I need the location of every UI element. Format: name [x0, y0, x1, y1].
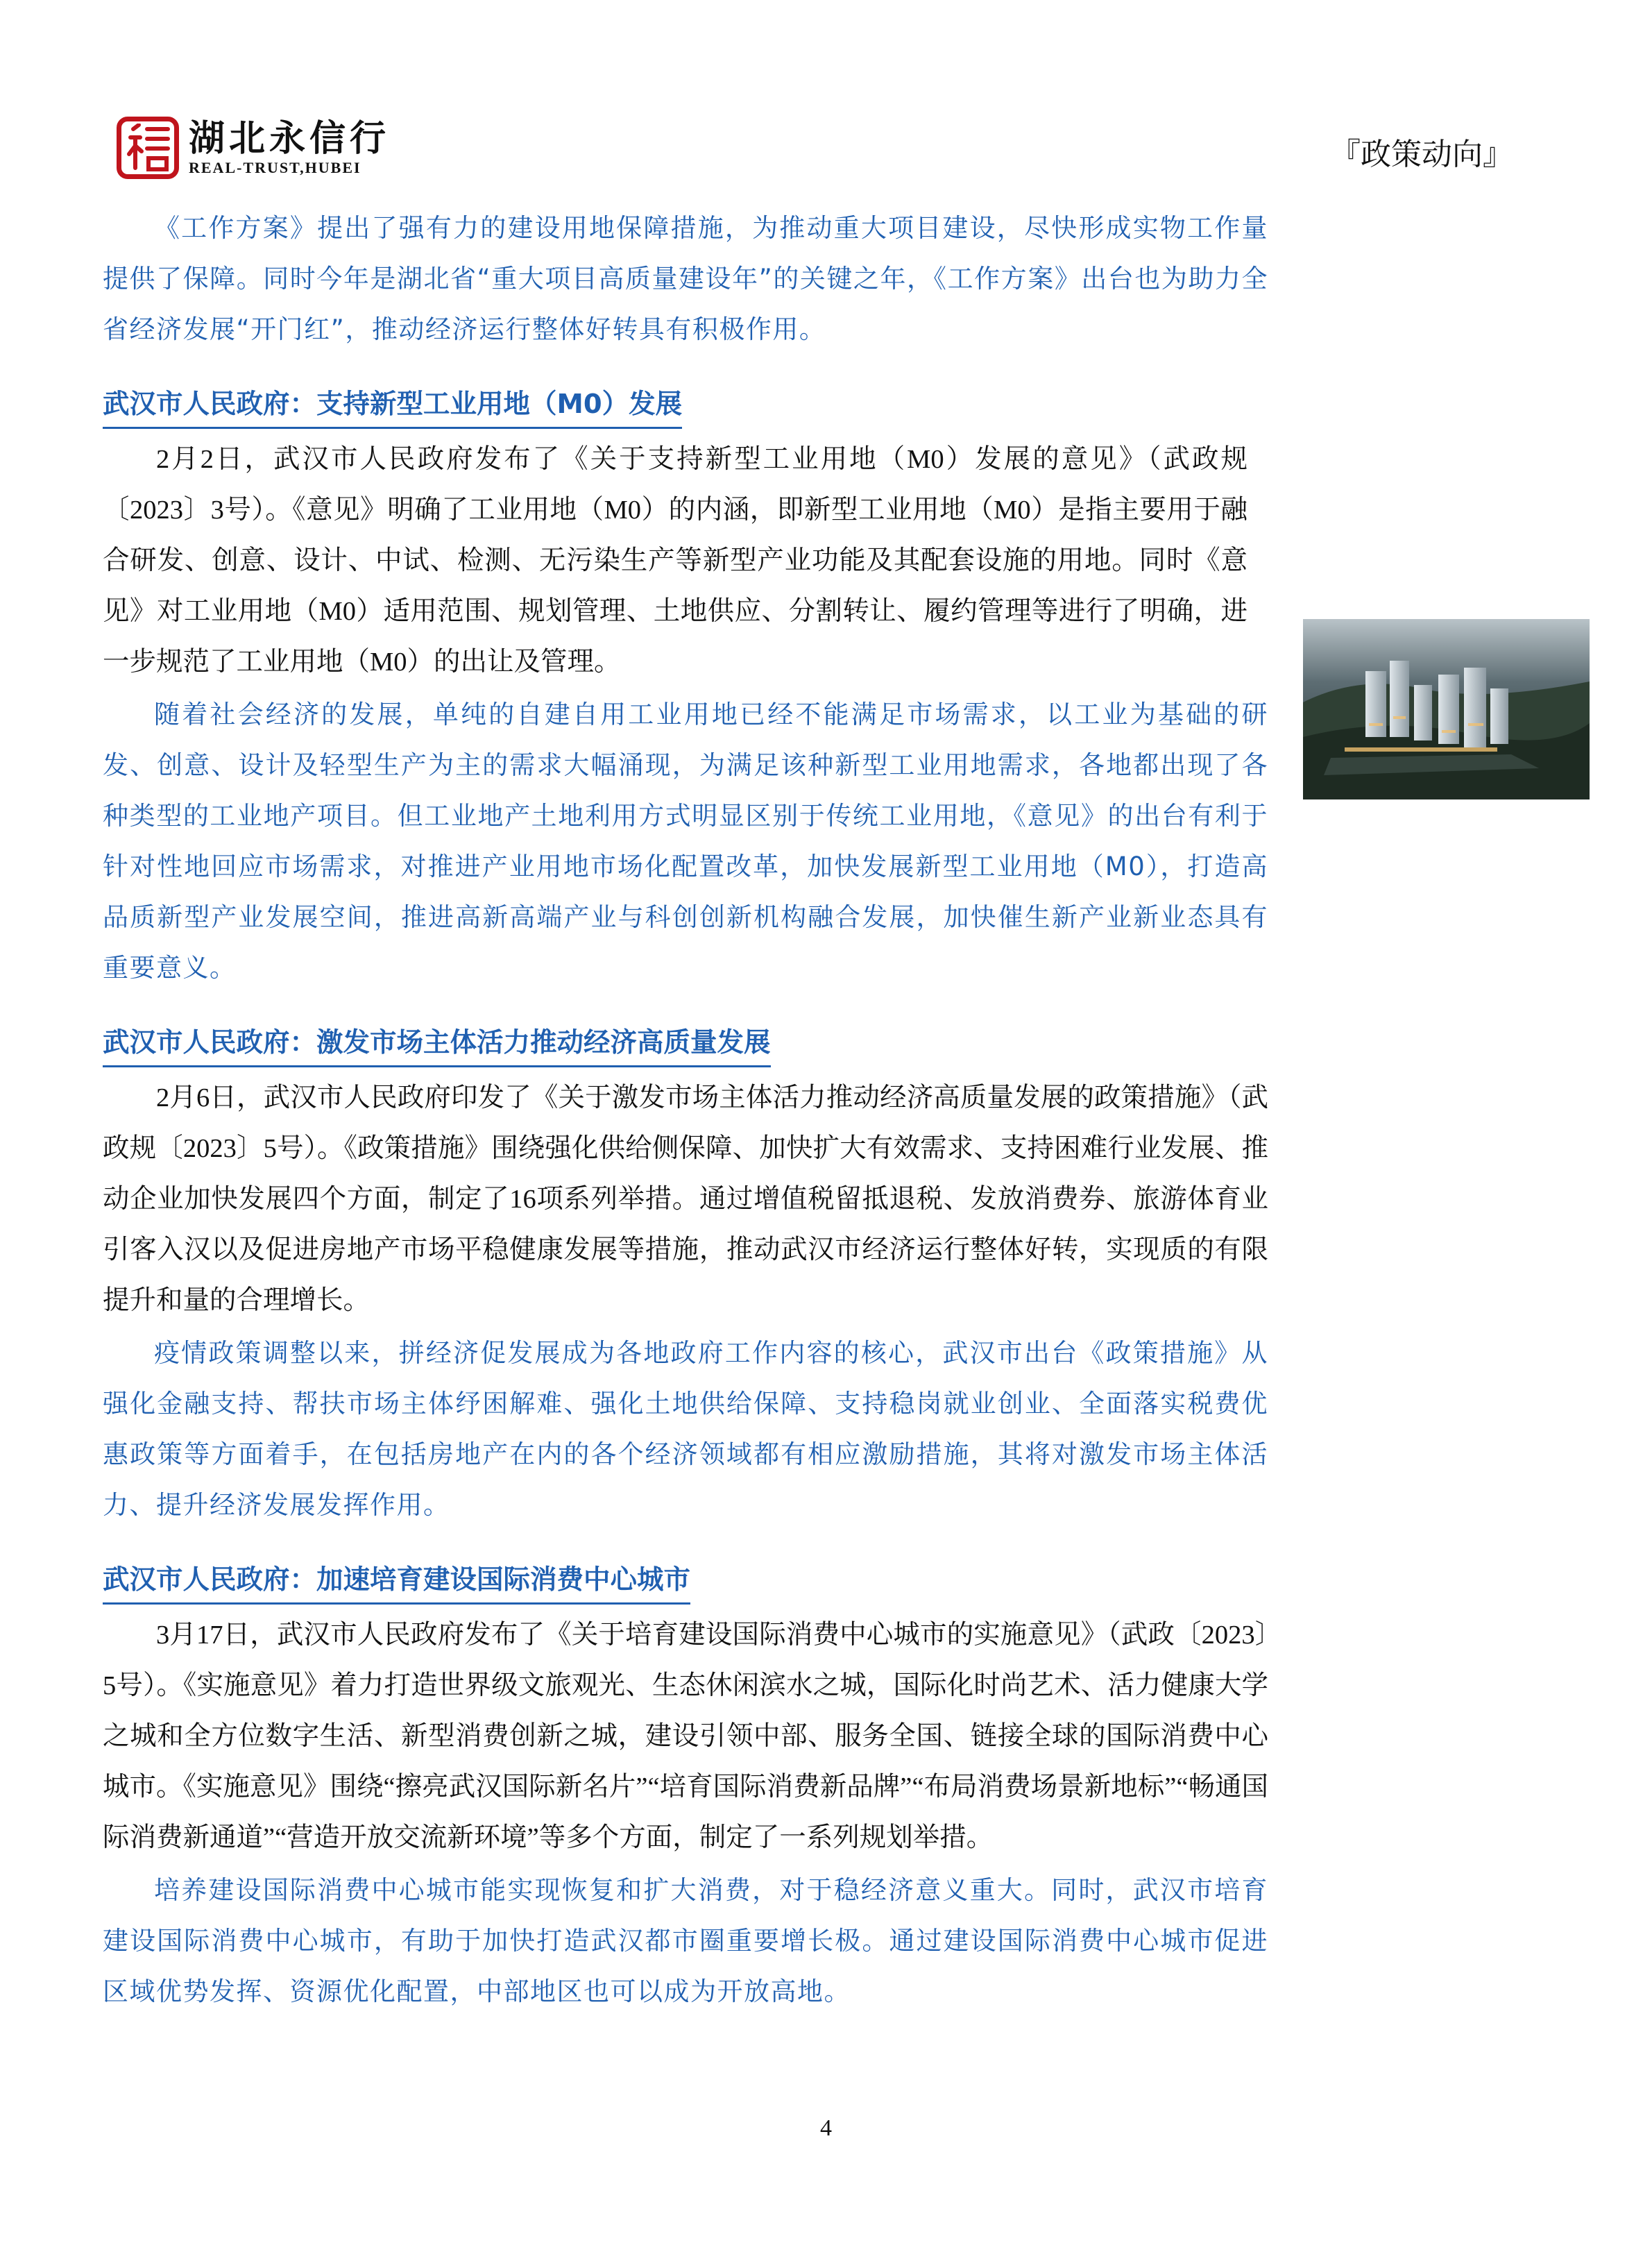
company-logo [117, 111, 390, 185]
section-2-title: 武汉市人民政府：激发市场主体活力推动经济高质量发展 [103, 1021, 771, 1067]
section-1-body: 2月2日，武汉市人民政府发布了《关于支持新型工业用地（M0）发展的意见》（武政规〔2023〕3号）。《意见》明确了工业用地（M0）的内涵，即新型工业用地（M0）是指主要用于融合研发、创意、设计、中试、检测、无污染生产等新型产业功能及其配套设施的用地。同时《意见》对工业用地（M0）适用范围、规划管理、土地供应、分割转让、履约管理等进行了明确，进一步规范了工业用地（M0）的出让及管理。 [103, 445, 1247, 677]
industrial-park-photo [1303, 619, 1590, 799]
section-1-title: 武汉市人民政府：支持新型工业用地（M0）发展 [103, 382, 682, 429]
section-tag: 『政策动向』 [1330, 137, 1513, 172]
section-1-comment: 随着社会经济的发展，单纯的自建自用工业用地已经不能满足市场需求，以工业为基础的研发、创意、设计及轻型生产为主的需求大幅涌现，为满足该种新型工业用地需求，各地都出现了各种类型的工业地产项目。但工业地产土地利用方式明显区别于传统工业用地，《意见》的出台有利于针对性地回应市场需求，对推进产业用地市场化配置改革，加快发展新型工业用地（M0），打造高品质新型产业发展空间，推进高新高端产业与科创创新机构融合发展，加快催生新产业新业态具有重要意义。 [103, 700, 1268, 983]
logo-english-name: REAL-TRUST,HUBEI [189, 159, 361, 176]
section-3-title: 武汉市人民政府：加速培育建设国际消费中心城市 [103, 1558, 690, 1605]
page-number: 4 [820, 2115, 832, 2141]
seal-icon [117, 117, 179, 179]
section-2-comment: 疫情政策调整以来，拼经济促发展成为各地政府工作内容的核心，武汉市出台《政策措施》从强化金融支持、帮扶市场主体纾困解难、强化土地供给保障、支持稳岗就业创业、全面落实税费优惠政策等方面着手，在包括房地产在内的各个经济领域都有相应激励措施，其将对激发市场主体活力、提升经济发展发挥作用。 [103, 1338, 1268, 1520]
section-3-comment: 培养建设国际消费中心城市能实现恢复和扩大消费，对于稳经济意义重大。同时，武汉市培育建设国际消费中心城市，有助于加快打造武汉都市圈重要增长极。通过建设国际消费中心城市促进区域优势发挥、资源优化配置，中部地区也可以成为开放高地。 [103, 1875, 1268, 2006]
intro-comment: 《工作方案》提出了强有力的建设用地保障措施，为推动重大项目建设，尽快形成实物工作量提供了保障。同时今年是湖北省“重大项目高质量建设年”的关键之年，《工作方案》出台也为助力全省经济发展“开门红”，推动经济运行整体好转具有积极作用。 [103, 213, 1268, 344]
section-3-body: 3月17日，武汉市人民政府发布了《关于培育建设国际消费中心城市的实施意见》（武政〔2023〕5号）。《实施意见》着力打造世界级文旅观光、生态休闲滨水之城，国际化时尚艺术、活力健康大学之城和全方位数字生活、新型消费创新之城，建设引领中部、服务全国、链接全球的国际消费中心城市。《实施意见》围绕“擦亮武汉国际新名片”“培育国际消费新品牌”“布局消费场景新地标”“畅通国际消费新通道”“营造开放交流新环境”等多个方面，制定了一系列规划举措。 [103, 1620, 1268, 1852]
logo-chinese-name: 湖北永信行 [189, 118, 391, 160]
section-2-body: 2月6日，武汉市人民政府印发了《关于激发市场主体活力推动经济高质量发展的政策措施》（武政规〔2023〕5号）。《政策措施》围绕强化供给侧保障、加快扩大有效需求、支持困难行业发展、推动企业加快发展四个方面，制定了16项系列举措。通过增值税留抵退税、发放消费券、旅游体育业引客入汉以及促进房地产市场平稳健康发展等措施，推动武汉市经济运行整体好转，实现质的有限提升和量的合理增长。 [103, 1083, 1268, 1315]
article-body [103, 201, 1268, 2017]
